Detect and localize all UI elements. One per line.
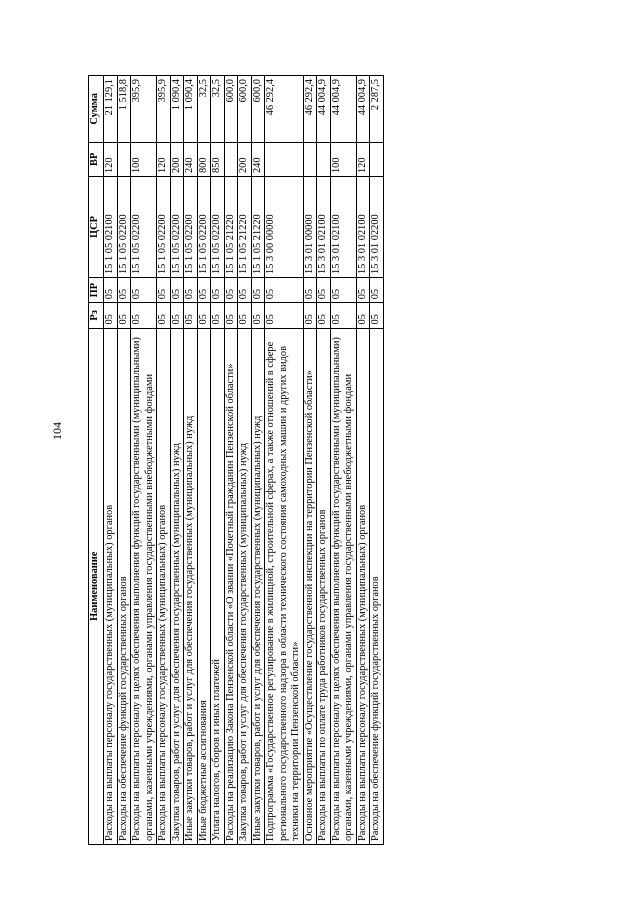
cell-vr: [317, 142, 331, 176]
cell-pr: 05: [170, 278, 184, 303]
table-row: [157, 76, 171, 845]
cell-csr: 15 1 05 21220: [224, 177, 238, 278]
cell-rz: 05: [356, 303, 370, 328]
cell-rz: 05: [104, 303, 118, 328]
cell-rz: 05: [184, 303, 198, 328]
cell-rz: 05: [170, 303, 184, 328]
table-row: [131, 76, 157, 845]
table-row: [330, 76, 356, 845]
cell-pr: 05: [251, 278, 265, 303]
table-row: [370, 76, 384, 845]
cell-sum: 395,9: [157, 76, 171, 143]
cell-name: Закупка товаров, работ и услуг для обеспечения государственных (муниципальных) нужд: [170, 328, 184, 844]
cell-csr: 15 3 00 00000: [265, 177, 304, 278]
cell-name: Расходы на выплаты персоналу государственных (муниципальных) органов: [104, 328, 118, 844]
cell-csr: 15 1 05 02200: [170, 177, 184, 278]
cell-csr: 15 1 05 02200: [197, 177, 211, 278]
cell-vr: 800: [197, 142, 211, 176]
cell-vr: 120: [104, 142, 118, 176]
cell-rz: 05: [265, 303, 304, 328]
table-row: [317, 76, 331, 845]
cell-csr: 15 3 01 00000: [303, 177, 317, 278]
cell-vr: [370, 142, 384, 176]
cell-rz: 05: [131, 303, 157, 328]
cell-sum: 32,5: [197, 76, 211, 143]
cell-pr: 05: [317, 278, 331, 303]
cell-rz: 05: [224, 303, 238, 328]
cell-pr: 05: [197, 278, 211, 303]
table-row: [356, 76, 370, 845]
cell-vr: 200: [170, 142, 184, 176]
cell-csr: 15 3 01 02100: [330, 177, 356, 278]
cell-name: Иные закупки товаров, работ и услуг для обеспечения государственных (муниципальных) нужд: [184, 328, 198, 844]
budget-table: [88, 75, 384, 845]
cell-pr: 05: [184, 278, 198, 303]
cell-csr: 15 1 05 21220: [251, 177, 265, 278]
cell-csr: 15 1 05 02200: [157, 177, 171, 278]
cell-name: Подпрограмма «Государственное регулирование в жилищной, строительной сферах, а также отношений в сфере регионального государственного надзора в области технического состояния самоходных машин и других видов техники на территории Пензенской области»: [265, 328, 304, 844]
header-rz: Рз: [89, 303, 104, 328]
cell-name: Расходы на выплаты персоналу государственных (муниципальных) органов: [157, 328, 171, 844]
table-row: [265, 76, 304, 845]
cell-sum: 46 292,4: [303, 76, 317, 143]
cell-rz: 05: [251, 303, 265, 328]
cell-csr: 15 1 05 02200: [211, 177, 225, 278]
cell-pr: 05: [330, 278, 356, 303]
cell-rz: 05: [303, 303, 317, 328]
cell-sum: 44 004,9: [317, 76, 331, 143]
cell-vr: 100: [330, 142, 356, 176]
cell-csr: 15 3 01 02100: [317, 177, 331, 278]
table-row: [224, 76, 238, 845]
cell-sum: 600,0: [238, 76, 252, 143]
cell-name: Расходы на обеспечение функций государственных органов: [370, 328, 384, 844]
cell-sum: 44 004,9: [330, 76, 356, 143]
cell-sum: 1 090,4: [184, 76, 198, 143]
cell-pr: 05: [211, 278, 225, 303]
cell-pr: 05: [238, 278, 252, 303]
cell-csr: 15 1 05 02200: [117, 177, 131, 278]
cell-sum: 1 518,8: [117, 76, 131, 143]
cell-sum: 32,5: [211, 76, 225, 143]
cell-sum: 21 129,1: [104, 76, 118, 143]
cell-name: Расходы на обеспечение функций государственных органов: [117, 328, 131, 844]
cell-csr: 15 3 01 02200: [370, 177, 384, 278]
cell-pr: 05: [157, 278, 171, 303]
table-row: [303, 76, 317, 845]
cell-vr: [224, 142, 238, 176]
table-header-row: [89, 76, 104, 845]
table-row: [184, 76, 198, 845]
cell-pr: 05: [265, 278, 304, 303]
cell-rz: 05: [117, 303, 131, 328]
table-row: [197, 76, 211, 845]
table-row: [104, 76, 118, 845]
header-csr: ЦСР: [89, 177, 104, 278]
header-sum: Сумма: [89, 76, 104, 143]
cell-name: Расходы на выплаты персоналу в целях обеспечения выполнения функций государственными (муниципальными) органами, казенными учреждениями, органами управления государственными внебюджетными фондами: [330, 328, 356, 844]
cell-vr: 240: [184, 142, 198, 176]
cell-rz: 05: [238, 303, 252, 328]
cell-csr: 15 1 05 21220: [238, 177, 252, 278]
cell-vr: [303, 142, 317, 176]
table-row: [238, 76, 252, 845]
cell-pr: 05: [131, 278, 157, 303]
header-pr: ПР: [89, 278, 104, 303]
table-row: [211, 76, 225, 845]
cell-vr: [265, 142, 304, 176]
cell-vr: 120: [356, 142, 370, 176]
cell-sum: 600,0: [224, 76, 238, 143]
cell-sum: 46 292,4: [265, 76, 304, 143]
cell-rz: 05: [197, 303, 211, 328]
table-row: [170, 76, 184, 845]
cell-vr: [117, 142, 131, 176]
cell-name: Основное мероприятие «Осуществление государственной инспекции на территории Пензенской области»: [303, 328, 317, 844]
cell-csr: 15 1 05 02200: [131, 177, 157, 278]
cell-rz: 05: [317, 303, 331, 328]
cell-vr: 240: [251, 142, 265, 176]
cell-sum: 44 004,9: [356, 76, 370, 143]
cell-name: Уплата налогов, сборов и иных платежей: [211, 328, 225, 844]
cell-csr: 15 1 05 02200: [184, 177, 198, 278]
cell-pr: 05: [117, 278, 131, 303]
cell-pr: 05: [224, 278, 238, 303]
cell-name: Расходы на выплаты персоналу в целях обеспечения выполнения функций государственными (муниципальными) органами, казенными учреждениями, органами управления государственными внебюджетными фондами: [131, 328, 157, 844]
cell-vr: 850: [211, 142, 225, 176]
cell-rz: 05: [211, 303, 225, 328]
cell-name: Расходы на реализацию Закона Пензенской области «О звании «Почетный гражданин Пензенской области»: [224, 328, 238, 844]
table-row: [251, 76, 265, 845]
cell-csr: 15 3 01 02100: [356, 177, 370, 278]
cell-sum: 395,9: [131, 76, 157, 143]
header-name: Наименование: [89, 328, 104, 844]
cell-rz: 05: [370, 303, 384, 328]
cell-vr: 100: [131, 142, 157, 176]
cell-pr: 05: [356, 278, 370, 303]
cell-sum: 2 287,5: [370, 76, 384, 143]
cell-name: Закупка товаров, работ и услуг для обеспечения государственных (муниципальных) нужд: [238, 328, 252, 844]
cell-pr: 05: [104, 278, 118, 303]
cell-csr: 15 1 05 02100: [104, 177, 118, 278]
rotated-page-content: [88, 75, 543, 845]
header-vr: ВР: [89, 142, 104, 176]
cell-vr: 120: [157, 142, 171, 176]
cell-pr: 05: [303, 278, 317, 303]
cell-name: Иные бюджетные ассигнования: [197, 328, 211, 844]
cell-pr: 05: [370, 278, 384, 303]
cell-name: Иные закупки товаров, работ и услуг для обеспечения государственных (муниципальных) нужд: [251, 328, 265, 844]
cell-name: Расходы на выплаты персоналу государственных (муниципальных) органов: [356, 328, 370, 844]
cell-rz: 05: [157, 303, 171, 328]
cell-rz: 05: [330, 303, 356, 328]
cell-sum: 600,0: [251, 76, 265, 143]
cell-name: Расходы на выплаты по оплате труда работников государственных органов: [317, 328, 331, 844]
cell-sum: 1 090,4: [170, 76, 184, 143]
page-number: 104: [50, 422, 64, 440]
table-row: [117, 76, 131, 845]
cell-vr: 200: [238, 142, 252, 176]
